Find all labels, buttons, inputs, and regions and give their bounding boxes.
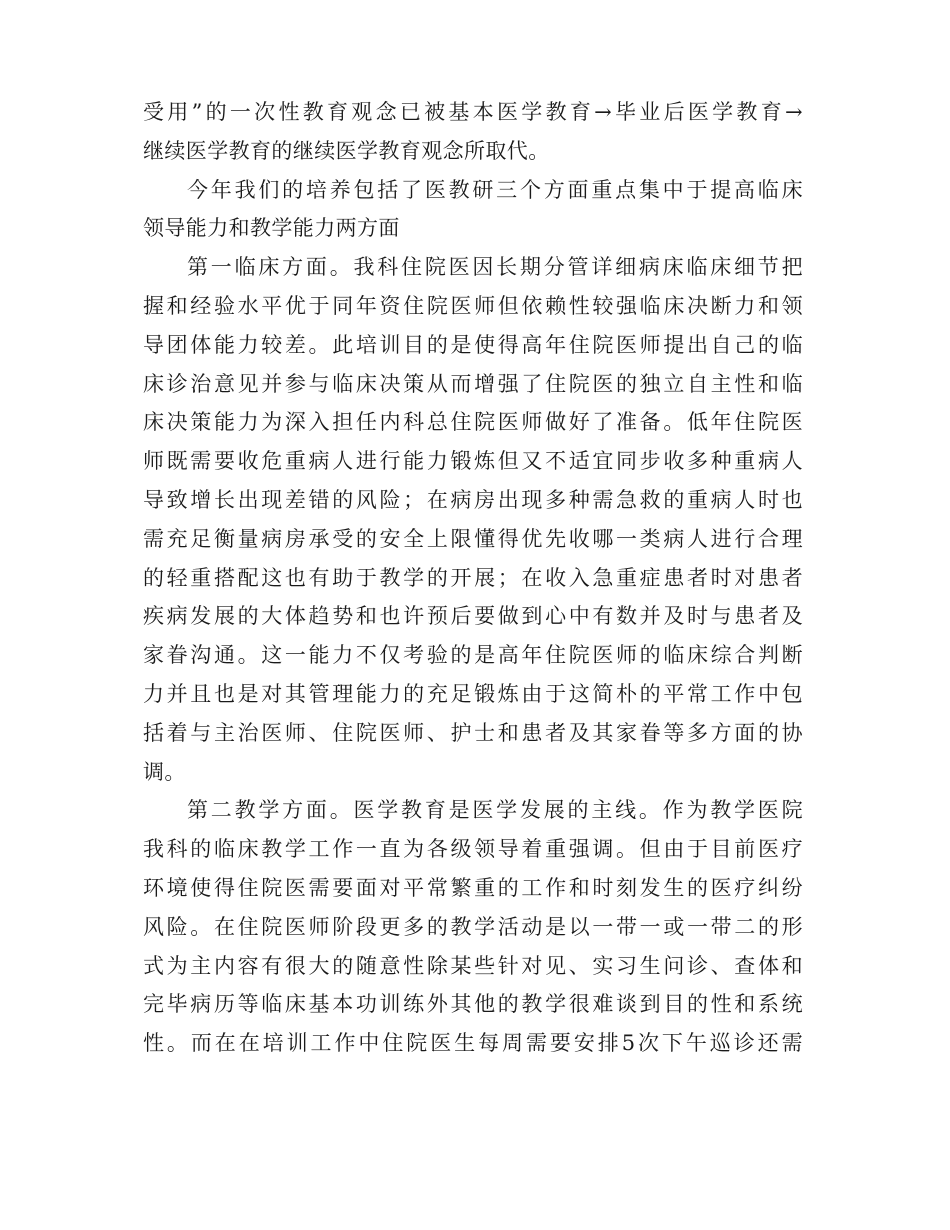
text-line: 第一临床方面。我科住院医因长期分管详细病床临床细节把 <box>187 255 803 280</box>
text-line: 调。 <box>143 759 186 784</box>
paragraph-2 <box>143 171 803 249</box>
text-line: 受用”的一次性教育观念已被基本医学教育→毕业后医学教育→ <box>143 100 803 124</box>
text-line: 家眷沟通。这一能力不仅考验的是高年住院医师的临床综合判断 <box>143 643 803 668</box>
text-line: 疾病发展的大体趋势和也许预后要做到心中有数并及时与患者及 <box>143 604 803 629</box>
text-line: 床决策能力为深入担任内科总住院医师做好了准备。低年住院医 <box>143 410 803 435</box>
text-line: 今年我们的培养包括了医教研三个方面重点集中于提高临床 <box>187 177 803 202</box>
text-line: 需充足衡量病房承受的安全上限懂得优先收哪一类病人进行合理 <box>143 526 803 551</box>
text-line: 握和经验水平优于同年资住院医师但依赖性较强临床决断力和领 <box>143 293 803 318</box>
text-line: 式为主内容有很大的随意性除某些针对见、实习生问诊、查体和 <box>143 953 803 978</box>
text-line: 力并且也是对其管理能力的充足锻炼由于这简朴的平常工作中包 <box>143 681 803 706</box>
text-line: 师既需要收危重病人进行能力锻炼但又不适宜同步收多种重病人 <box>143 449 803 474</box>
text-line: 第二教学方面。医学教育是医学发展的主线。作为教学医院 <box>187 798 803 823</box>
text-line: 完毕病历等临床基本功训练外其他的教学很难谈到目的性和系统 <box>143 992 803 1017</box>
document-body <box>143 93 803 1063</box>
text-line: 环境使得住院医需要面对平常繁重的工作和时刻发生的医疗纠纷 <box>143 875 803 900</box>
paragraph-4 <box>143 791 803 1063</box>
text-line: 性。而在在培训工作中住院医生每周需要安排5次下午巡诊还需 <box>143 1031 803 1056</box>
paragraph-3 <box>143 248 803 791</box>
text-line: 领导能力和教学能力两方面 <box>143 216 400 241</box>
text-line: 导致增长出现差错的风险；在病房出现多种需急救的重病人时也 <box>143 487 803 512</box>
text-line: 继续医学教育的继续医学教育观念所取代。 <box>143 138 550 163</box>
text-line: 我科的临床教学工作一直为各级领导着重强调。但由于目前医疗 <box>143 837 803 862</box>
text-line: 风险。在住院医师阶段更多的教学活动是以一带一或一带二的形 <box>143 914 803 939</box>
text-line: 床诊治意见并参与临床决策从而增强了住院医的独立自主性和临 <box>143 371 803 396</box>
text-line: 的轻重搭配这也有助于教学的开展；在收入急重症患者时对患者 <box>143 565 803 590</box>
paragraph-1 <box>143 93 803 171</box>
text-line: 括着与主治医师、住院医师、护士和患者及其家眷等多方面的协 <box>143 720 803 745</box>
text-line: 导团体能力较差。此培训目的是使得高年住院医师提出自己的临 <box>143 332 803 357</box>
